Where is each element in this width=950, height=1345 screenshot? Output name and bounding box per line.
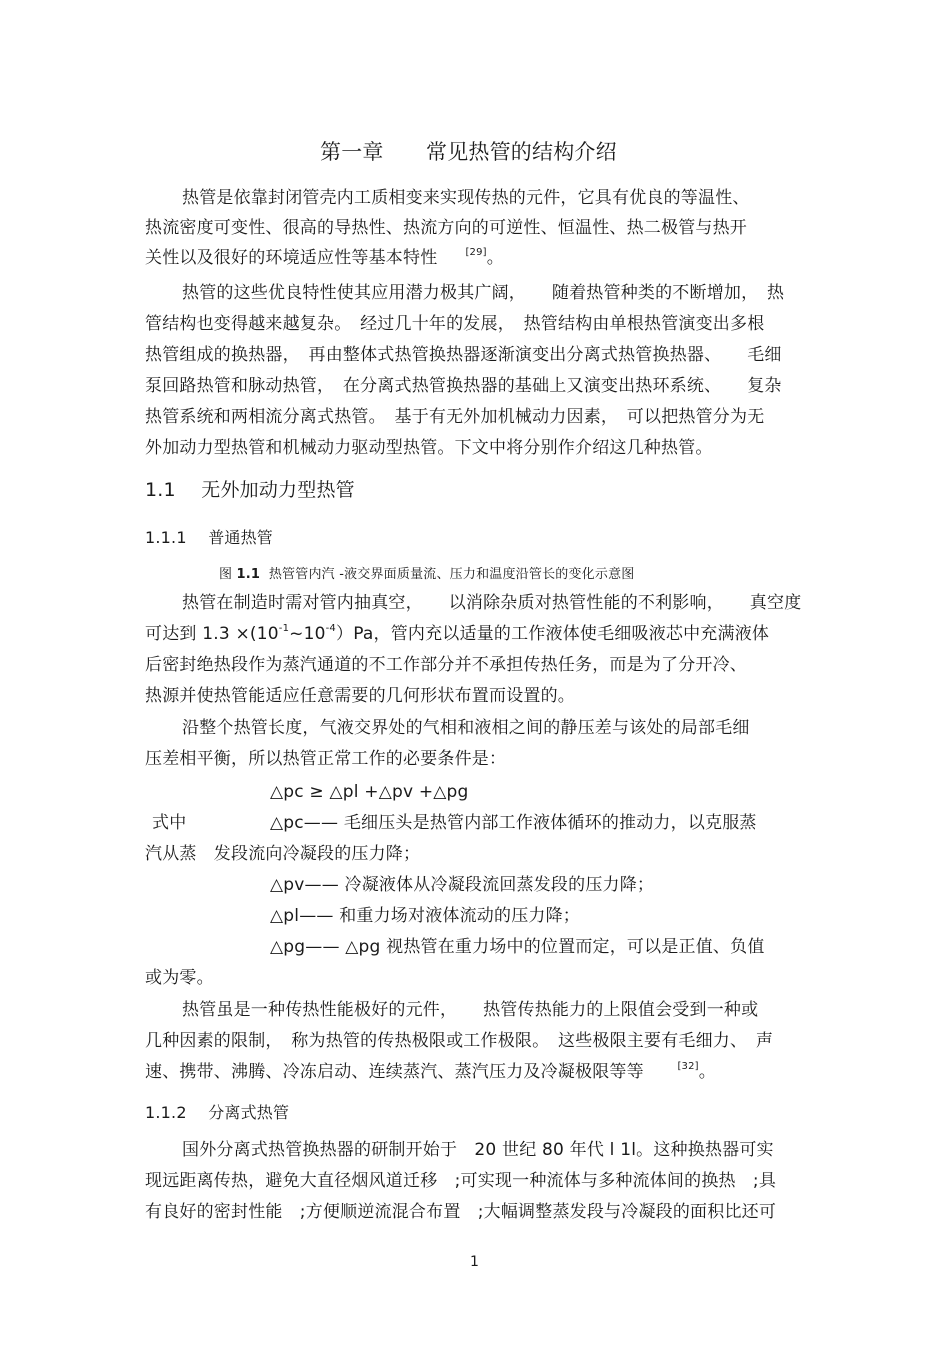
exponent-2: -4 (325, 623, 336, 634)
page-number: 1 (470, 1254, 480, 1270)
figure-caption-text: 热管管内汽 -液交界面质量流、压力和温度沿管长的变化示意图 (268, 567, 635, 582)
para5-line3 (145, 1060, 716, 1084)
para3-line2-b: ~10 (289, 624, 326, 644)
chapter-title: 第一章 常见热管的结构介绍 (320, 140, 617, 164)
para4-line2: 压差相平衡，所以热管正常工作的必要条件是： (145, 749, 507, 769)
para5-line1: 热管虽是一种传热性能极好的元件， 热管传热能力的上限值会受到一种或 (182, 1000, 759, 1020)
citation-29: [29] (465, 247, 487, 258)
para1-line3-text: 关性以及很好的环境适应性等基本特性 (145, 248, 438, 268)
equation: △pc ≥ △pl +△pv +△pg (270, 782, 469, 802)
def-pv: △pv—— 冷凝液体从冷凝段流回蒸发段的压力降； (270, 875, 655, 895)
para1-line1: 热管是依靠封闭管壳内工质相变来实现传热的元件，它具有优良的等温性、 (182, 188, 750, 208)
para1-line3-end: 。 (486, 248, 504, 268)
para2-line4: 泵回路热管和脉动热管， 在分离式热管换热器的基础上又演变出热环系统、 复杂 (145, 376, 782, 396)
para4-line1: 沿整个热管长度，气液交界处的气相和液相之间的静压差与该处的局部毛细 (182, 718, 750, 738)
para1-line3 (145, 246, 504, 270)
para6-line2: 现远距离传热，避免大直径烟风道迁移 ;可实现一种流体与多种流体间的换热 ;具 (145, 1171, 777, 1191)
para2-line3: 热管组成的换热器， 再由整体式热管换热器逐渐演变出分离式热管换热器、 毛细 (145, 345, 782, 365)
para3-line3: 后密封绝热段作为蒸汽通道的不工作部分并不承担传热任务，而是为了分开冷、 (145, 655, 747, 675)
section-heading-1-1-1: 1.1.1 普通热管 (145, 528, 273, 547)
where-label: 式中 (152, 813, 187, 833)
figure-caption (219, 563, 634, 587)
def-pg-cont: 或为零。 (145, 968, 214, 988)
section-heading-1-1: 1.1 无外加动力型热管 (145, 479, 355, 501)
def-pc-cont: 汽从蒸 发段流向冷凝段的压力降； (145, 844, 421, 864)
def-pl: △pl—— 和重力场对液体流动的压力降； (270, 906, 580, 926)
exponent-1: -1 (278, 623, 290, 634)
citation-32: [32] (677, 1061, 699, 1072)
para1-line2: 热流密度可变性、很高的导热性、热流方向的可逆性、恒温性、热二极管与热开 (145, 218, 747, 238)
para2-line6: 外加动力型热管和机械动力驱动型热管。下文中将分别作介绍这几种热管。 (145, 438, 713, 458)
para3-line2-c: ）Pa，管内充以适量的工作液体使毛细吸液芯中充满液体 (336, 624, 770, 644)
para3-line2 (145, 622, 769, 646)
para2-line1: 热管的这些优良特性使其应用潜力极其广阔， 随着热管种类的不断增加， 热 (182, 283, 785, 303)
para3-line1: 热管在制造时需对管内抽真空， 以消除杂质对热管性能的不利影响， 真空度 (182, 593, 802, 613)
para5-line3-end: 。 (698, 1062, 716, 1082)
para5-line3-text: 速、携带、沸腾、冷冻启动、连续蒸汽、蒸汽压力及冷凝极限等等 (145, 1062, 644, 1082)
para3-line2-a: 可达到 1.3 ×(10 (145, 624, 279, 644)
para5-line2: 几种因素的限制， 称为热管的传热极限或工作极限。 这些极限主要有毛细力、 声 (145, 1031, 774, 1051)
para6-line1: 国外分离式热管换热器的研制开始于 20 世纪 80 年代 l 1l。这种换热器可实 (182, 1140, 774, 1160)
figure-caption-number: 1.1 (236, 567, 261, 582)
def-pc: △pc—— 毛细压头是热管内部工作液体循环的推动力，以克服蒸 (270, 813, 757, 833)
para6-line3: 有良好的密封性能 ;方便顺逆流混合布置 ;大幅调整蒸发段与冷凝段的面积比还可 (145, 1202, 777, 1222)
para2-line2: 管结构也变得越来越复杂。 经过几十年的发展， 热管结构由单根热管演变出多根 (145, 314, 765, 334)
section-heading-1-1-2: 1.1.2 分离式热管 (145, 1103, 290, 1122)
figure-caption-prefix: 图 (219, 567, 233, 582)
def-pg: △pg—— △pg 视热管在重力场中的位置而定，可以是正值、负值 (270, 937, 765, 957)
para3-line4: 热源并使热管能适应任意需要的几何形状布置而设置的。 (145, 686, 575, 706)
para2-line5: 热管系统和两相流分离式热管。 基于有无外加机械动力因素， 可以把热管分为无 (145, 407, 765, 427)
